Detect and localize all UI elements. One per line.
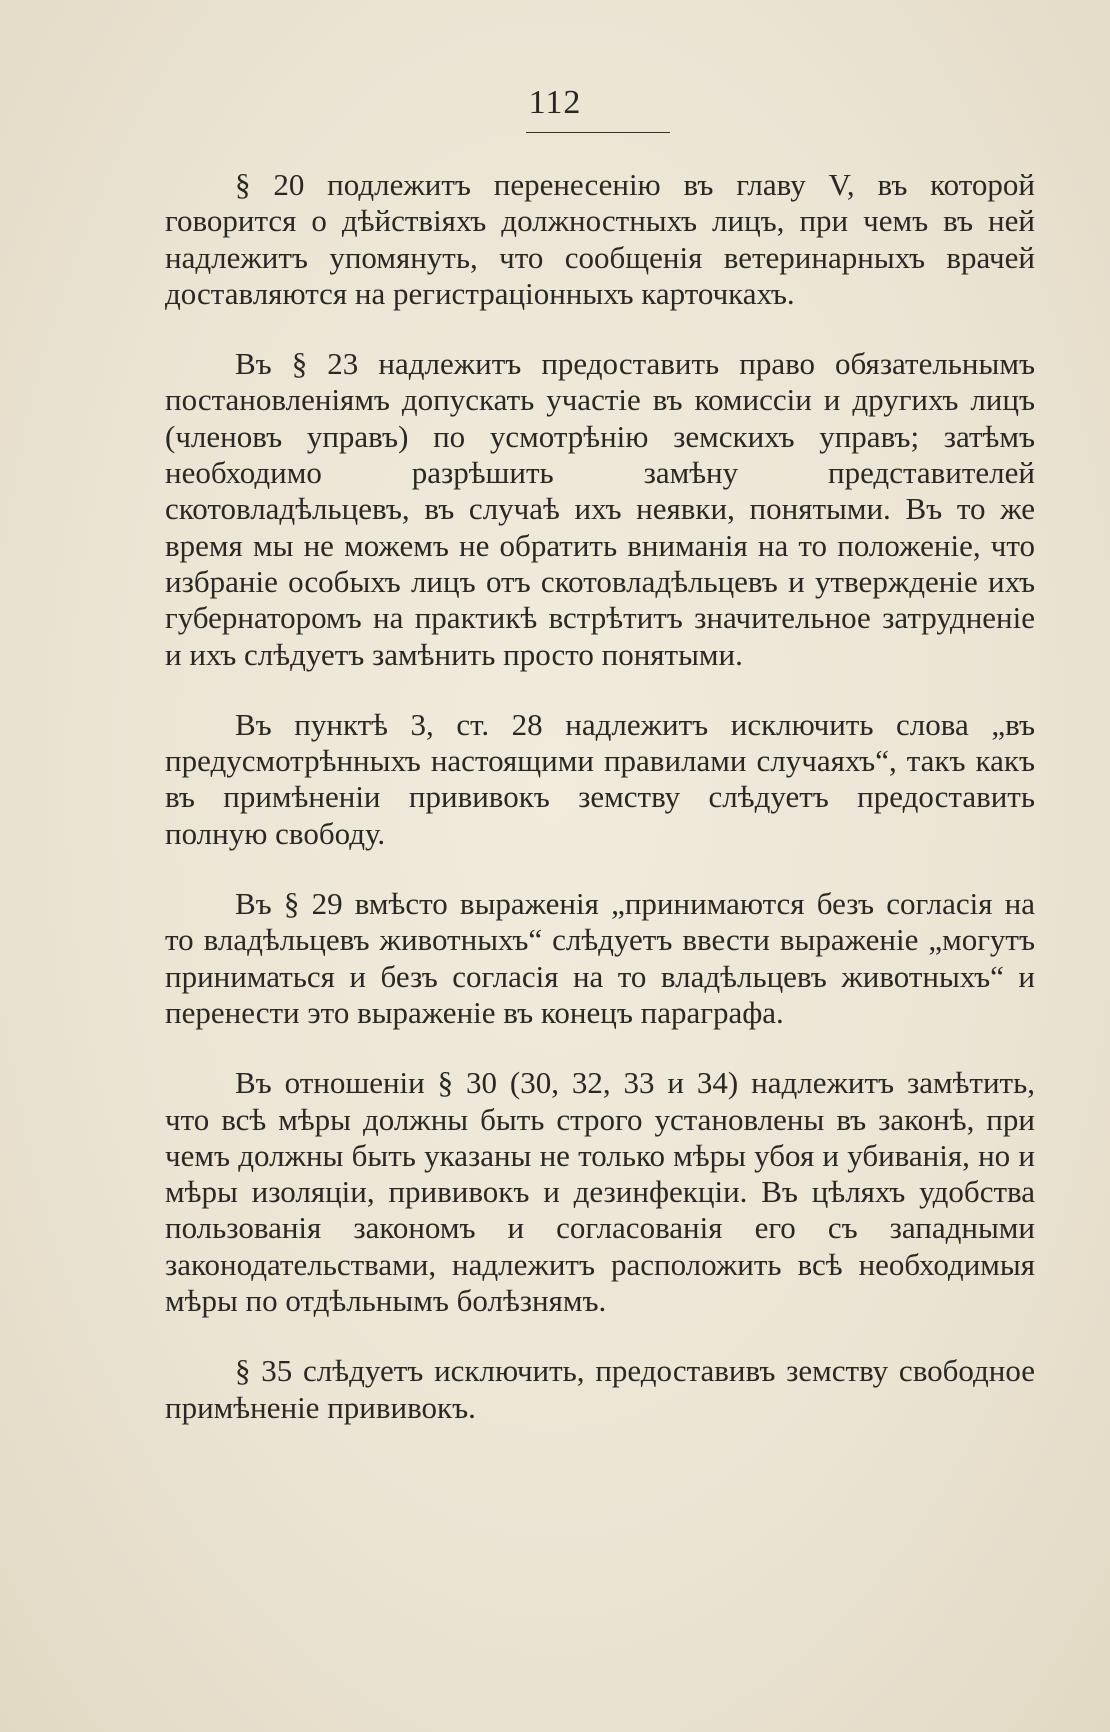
paragraph-section-20: § 20 подлежитъ перенесенію въ главу V, въ которой говорится о дѣйствіяхъ должностныхъ лицъ, при чемъ въ ней надлежитъ упомянуть, что сообщенія ветеринарныхъ врачей доставляются на регистраціонныхъ карточкахъ.: [165, 167, 1035, 311]
page-number: 112: [528, 84, 582, 121]
paragraph-section-29: Въ § 29 вмѣсто выраженія „принимаются безъ согласія на то владѣльцевъ животныхъ“ слѣдуетъ ввести выраженіе „могутъ приниматься и безъ согласія на то владѣльцевъ животныхъ“ и перенести это выраженіе въ конецъ параграфа.: [165, 886, 1035, 1030]
paragraph-section-30: Въ отношеніи § 30 (30, 32, 33 и 34) надлежитъ замѣтить, что всѣ мѣры должны быть строго установлены въ законѣ, при чемъ должны быть указаны не только мѣры убоя и убиванія, но и мѣры изоляціи, прививокъ и дезинфекціи. Въ цѣляхъ удобства пользованія закономъ и согласованія его съ западными законодательствами, надлежитъ расположить всѣ необходимыя мѣры по отдѣльнымъ болѣзнямъ.: [165, 1065, 1035, 1319]
body-text: [165, 167, 1035, 1426]
paragraph-section-35: § 35 слѣдуетъ исключить, предоставивъ земству свободное примѣненіе прививокъ.: [165, 1353, 1035, 1425]
header-rule: [526, 132, 670, 133]
paragraph-section-23: Въ § 23 надлежитъ предоставить право обязательнымъ постановленіямъ допускать участіе въ комиссіи и другихъ лицъ (членовъ управъ) по усмотрѣнію земскихъ управъ; затѣмъ необходимо разрѣшить замѣну представителей скотовладѣльцевъ, въ случаѣ ихъ неявки, понятыми. Въ то же время мы не можемъ не обратить вниманія на то положеніе, что избраніе особыхъ лицъ отъ скотовладѣльцевъ и утвержденіе ихъ губернаторомъ на практикѣ встрѣтитъ значительное затрудненіе и ихъ слѣдуетъ замѣнить просто понятыми.: [165, 346, 1035, 672]
paragraph-section-28: Въ пунктѣ 3, ст. 28 надлежитъ исключить слова „въ предусмотрѣнныхъ настоящими правилами случаяхъ“, такъ какъ въ примѣненіи прививокъ земству слѣдуетъ предоставить полную свободу.: [165, 706, 1035, 851]
